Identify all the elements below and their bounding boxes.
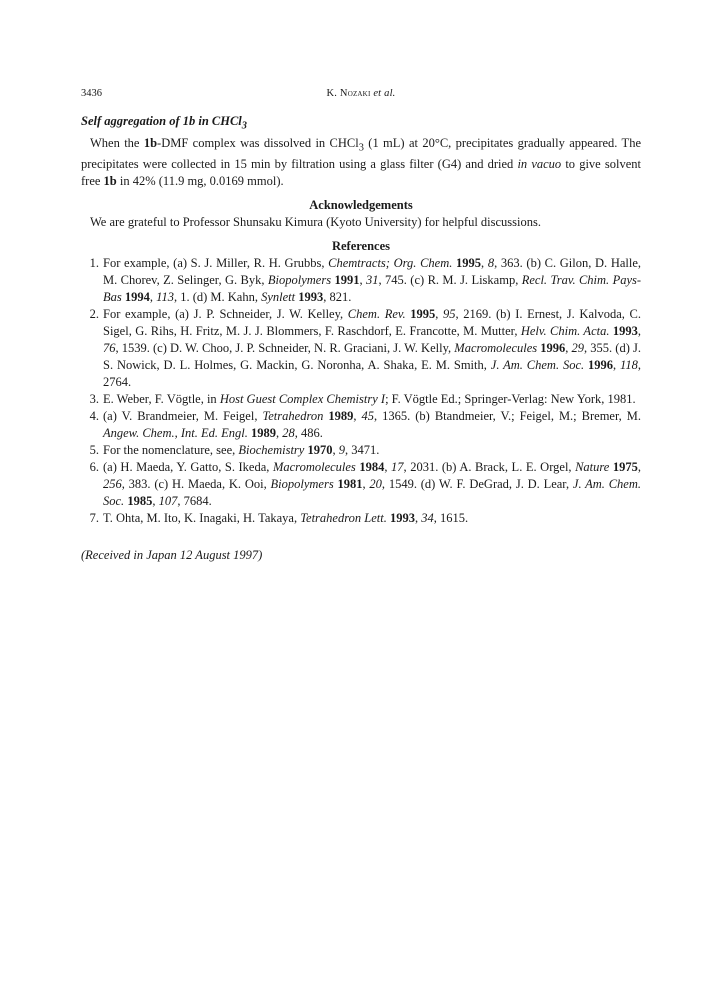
- reference-item: 5. For the nomenclature, see, Biochemistry 1970, 9, 3471.: [89, 443, 380, 457]
- reference-item: 2. For example, (a) J. P. Schneider, J. W. Kelley, Chem. Rev. 1995, 95, 2169. (b) I. Ernest, J. Kalvoda, C. Sigel, G. Rihs, H. Fritz, M. J. J. Blommers, F. Raschdorf, E. Francotte, M. Mutter, Helv. Chim. Acta. 1993, 76, 1539. (c) D. W. Choo, J. P. Schneider, N. R. Graciani, J. W. Kelly, Macromolecules 1996, 29, 355. (d) J. S. Nowick, D. L. Holmes, G. Mackin, G. Noronha, A. Shaka, E. M. Smith, J. Am. Chem. Soc. 1996, 118, 2764.: [89, 307, 642, 389]
- running-etal: et al.: [373, 88, 396, 99]
- experimental-paragraph: When the 1b-DMF complex was dissolved in CHCl$_3$ (1 mL) at 20°C, precipitates gradually appeared. The precipitates were collected in 15 min by filtration using a glass filter (G4) and dried in vacuo to give solvent free 1b in 42% (11.9 mg, 0.0169 mmol).: [81, 135, 641, 188]
- running-title: [81, 88, 641, 99]
- reference-item: 1. For example, (a) S. J. Miller, R. H. Grubbs, Chemtracts; Org. Chem. 1995, 8, 363. (b) C. Gilon, D. Halle, M. Chorev, Z. Selinger, G. Byk, Biopolymers 1991, 31, 745. (c) R. M. J. Liskamp, Recl. Trav. Chim. Pays-Bas 1994, 113, 1. (d) M. Kahn, Synlett 1993, 821.: [89, 256, 642, 304]
- received-date: (Received in Japan 12 August 1997): [81, 548, 263, 562]
- article-page: [81, 88, 641, 564]
- references-list: [81, 255, 641, 527]
- reference-item: 3. E. Weber, F. Vögtle, in Host Guest Complex Chemistry I; F. Vögtle Ed.; Springer-Verlag: New York, 1981.: [89, 392, 636, 406]
- reference-item: 6. (a) H. Maeda, Y. Gatto, S. Ikeda, Macromolecules 1984, 17, 2031. (b) A. Brack, L. E. Orgel, Nature 1975, 256, 383. (c) H. Maeda, K. Ooi, Biopolymers 1981, 20, 1549. (d) W. F. DeGrad, J. D. Lear, J. Am. Chem. Soc. 1985, 107, 7684.: [89, 460, 642, 508]
- acknowledgements-text: We are grateful to Professor Shunsaku Kimura (Kyoto University) for helpful discussions.: [90, 215, 541, 229]
- acknowledgements-heading: Acknowledgements: [309, 198, 413, 212]
- reference-item: 7. T. Ohta, M. Ito, K. Inagaki, H. Takaya, Tetrahedron Lett. 1993, 34, 1615.: [89, 511, 469, 525]
- running-head: [81, 88, 641, 104]
- section-title: Self aggregation of 1b in CHCl$_3$: [81, 114, 247, 132]
- reference-item: 4. (a) V. Brandmeier, M. Feigel, Tetrahedron 1989, 45, 1365. (b) Btandmeier, V.; Feigel, M.; Bremer, M. Angew. Chem., Int. Ed. Engl. 1989, 28, 486.: [89, 409, 642, 440]
- running-author: K. Nozaki: [326, 88, 371, 99]
- references-heading: References: [331, 239, 391, 253]
- page-number: 3436: [81, 88, 102, 99]
